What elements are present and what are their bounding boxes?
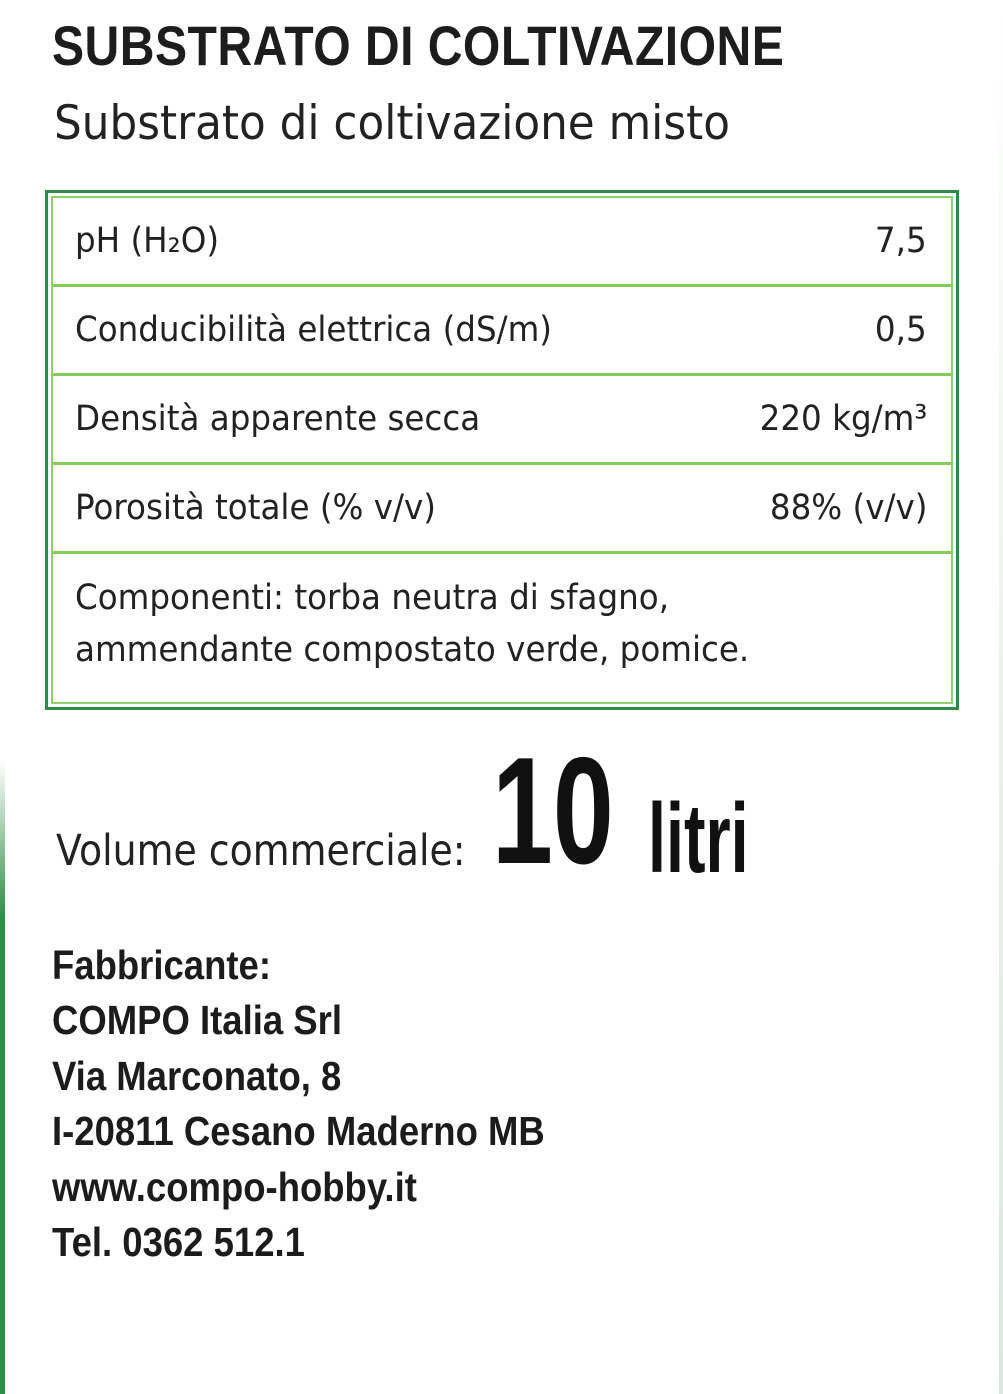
product-title: SUBSTRATO DI COLTIVAZIONE: [52, 14, 785, 77]
volume-amount: 10: [492, 726, 614, 896]
components-line-1: Componenti: torba neutra di sfagno,: [75, 578, 670, 618]
manufacturer-phone: Tel. 0362 512.1: [52, 1219, 305, 1266]
manufacturer-heading: Fabbricante:: [52, 942, 271, 988]
property-row-density: [53, 376, 951, 465]
volume-label: Volume commerciale:: [56, 826, 466, 876]
property-value: 88% (v/v): [769, 488, 927, 528]
property-value: 0,5: [875, 310, 927, 350]
property-row-porosity: [53, 465, 951, 554]
property-row-conductivity: [53, 287, 951, 376]
manufacturer-street: Via Marconato, 8: [52, 1052, 342, 1099]
property-label: Conducibilità elettrica (dS/m): [75, 310, 552, 350]
product-subtitle: Substrato di coltivazione misto: [54, 96, 730, 151]
properties-table-inner: [51, 196, 953, 704]
properties-table: [45, 190, 959, 710]
property-label: pH (H₂O): [75, 221, 220, 261]
components-line-2: ammendante compostato verde, pomice.: [75, 630, 750, 670]
property-value: 7,5: [875, 221, 927, 261]
property-value: 220 kg/m³: [759, 399, 927, 439]
manufacturer-city: I-20811 Cesano Maderno MB: [52, 1108, 545, 1155]
left-edge-stripe: [0, 760, 5, 1394]
property-label: Densità apparente secca: [75, 399, 481, 439]
property-label: Porosità totale (% v/v): [75, 488, 436, 528]
manufacturer-website: www.compo-hobby.it: [52, 1163, 417, 1210]
manufacturer-block: [52, 938, 606, 1270]
property-row-ph: [53, 198, 951, 287]
components-text: [53, 554, 951, 702]
right-edge-stripe: [999, 0, 1003, 1394]
manufacturer-company: COMPO Italia Srl: [52, 997, 342, 1044]
volume-unit: litri: [648, 783, 749, 893]
